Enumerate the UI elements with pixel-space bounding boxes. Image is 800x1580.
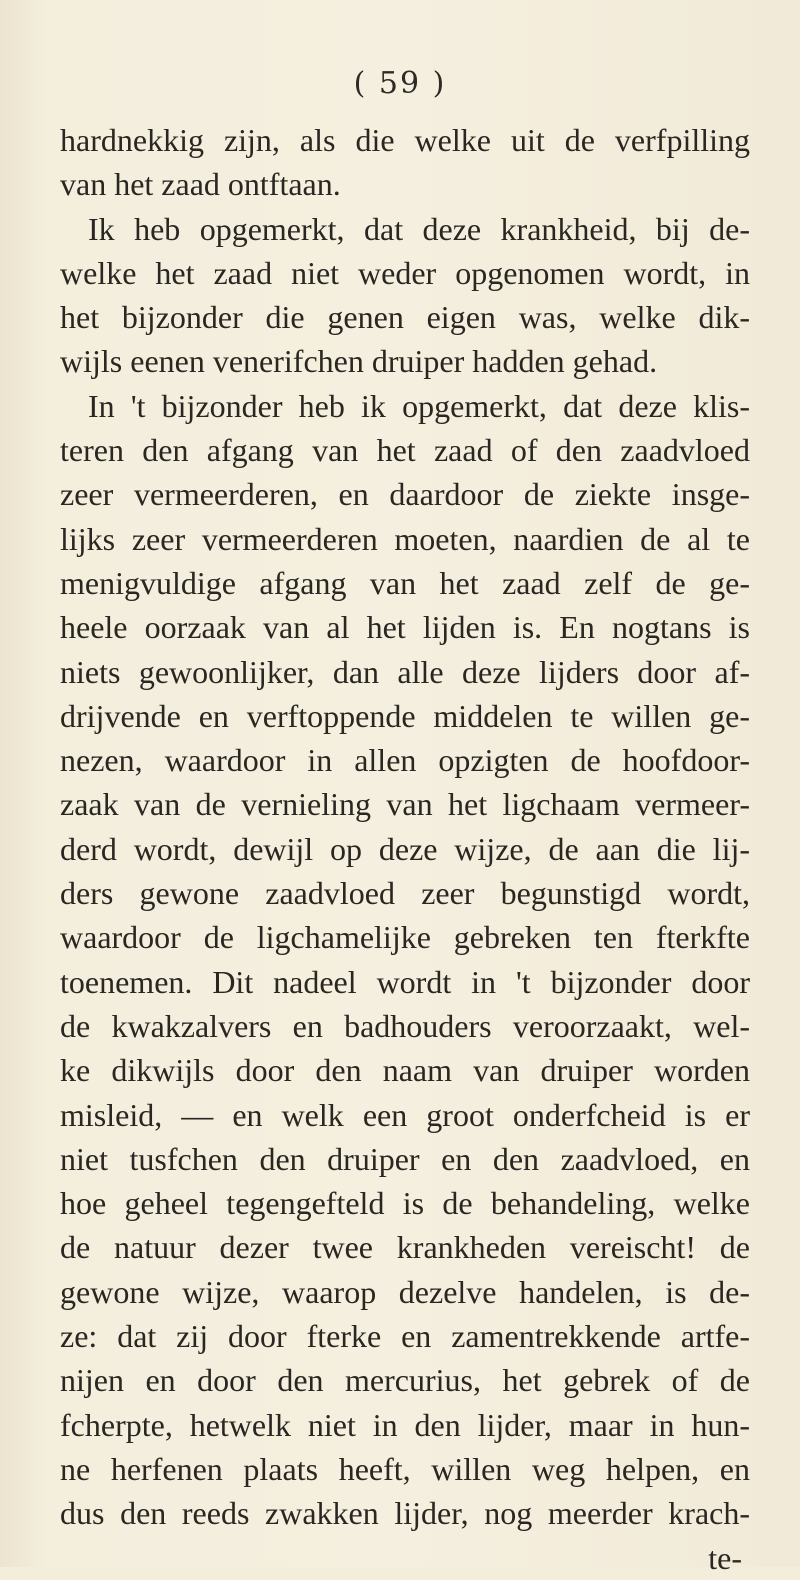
text-line: lijks zeer vermeerderen moeten, naardien de al te	[60, 520, 750, 557]
text-line: menigvuldige afgang van het zaad zelf de ge-	[60, 564, 750, 601]
text-line: teren den afgang van het zaad of den zaadvloed	[60, 432, 750, 469]
text-line: zeer vermeerderen, en daardoor de ziekte insge-	[60, 476, 750, 513]
text-line: de natuur dezer twee krankheden vereischt! de	[60, 1229, 750, 1266]
text-line: toenemen. Dit nadeel wordt in 't bijzonder door	[60, 963, 750, 1000]
text-line: Ik heb opgemerkt, dat deze krankheid, bij de-	[88, 210, 750, 247]
text-line: welke het zaad niet weder opgenomen wordt, in	[60, 254, 750, 291]
text-line: ze: dat zij door fterke en zamentrekkende artfe-	[60, 1318, 750, 1355]
text-line: ne herfenen plaats heeft, willen weg helpen, en	[60, 1450, 750, 1487]
text-line: ders gewone zaadvloed zeer begunstigd wordt,	[60, 875, 750, 912]
text-line: ke dikwijls door den naam van druiper worden	[60, 1052, 750, 1089]
text-line: derd wordt, dewijl op deze wijze, de aan die lij-	[60, 830, 750, 867]
text-line: hoe geheel tegengefteld is de behandeling, welke	[60, 1185, 750, 1222]
text-line: nijen en door den mercurius, het gebrek of de	[60, 1362, 750, 1399]
text-line: In 't bijzonder heb ik opgemerkt, dat deze klis-	[88, 387, 750, 424]
page-number-header: ( 59 )	[353, 66, 447, 101]
text-line: hardnekkig zijn, als die welke uit de verfpilling	[60, 122, 750, 158]
text-line: drijvende en verftoppende middelen te willen ge-	[60, 697, 750, 734]
text-line: niets gewoonlijker, dan alle deze lijders door af-	[60, 653, 750, 690]
text-line: heele oorzaak van al het lijden is. En nogtans is	[60, 609, 750, 646]
text-line: dus den reeds zwakken lijder, nog meerder krach-	[60, 1495, 750, 1532]
text-line: gewone wijze, waarop dezelve handelen, is de-	[60, 1273, 750, 1310]
text-line: fcherpte, hetwelk niet in den lijder, maar in hun-	[60, 1406, 750, 1443]
text-line: het bijzonder die genen eigen was, welke dik-	[60, 299, 750, 336]
text-line: zaak van de vernieling van het ligchaam vermeer-	[60, 786, 750, 823]
text-line: de kwakzalvers en badhouders veroorzaakt, wel-	[60, 1007, 750, 1044]
text-line: wijls eenen venerifchen druiper hadden gehad.	[60, 343, 658, 380]
text-line: nezen, waardoor in allen opzigten de hoofdoor-	[60, 742, 750, 779]
text-line: van het zaad ontftaan.	[60, 166, 341, 203]
catchword: te-	[708, 1539, 742, 1576]
text-line: niet tusfchen den druiper en den zaadvloed, en	[60, 1140, 750, 1177]
text-line: misleid, — en welk een groot onderfcheid is er	[60, 1096, 750, 1133]
body-text	[60, 118, 750, 1580]
text-line: waardoor de ligchamelijke gebreken ten fterkfte	[60, 919, 750, 956]
